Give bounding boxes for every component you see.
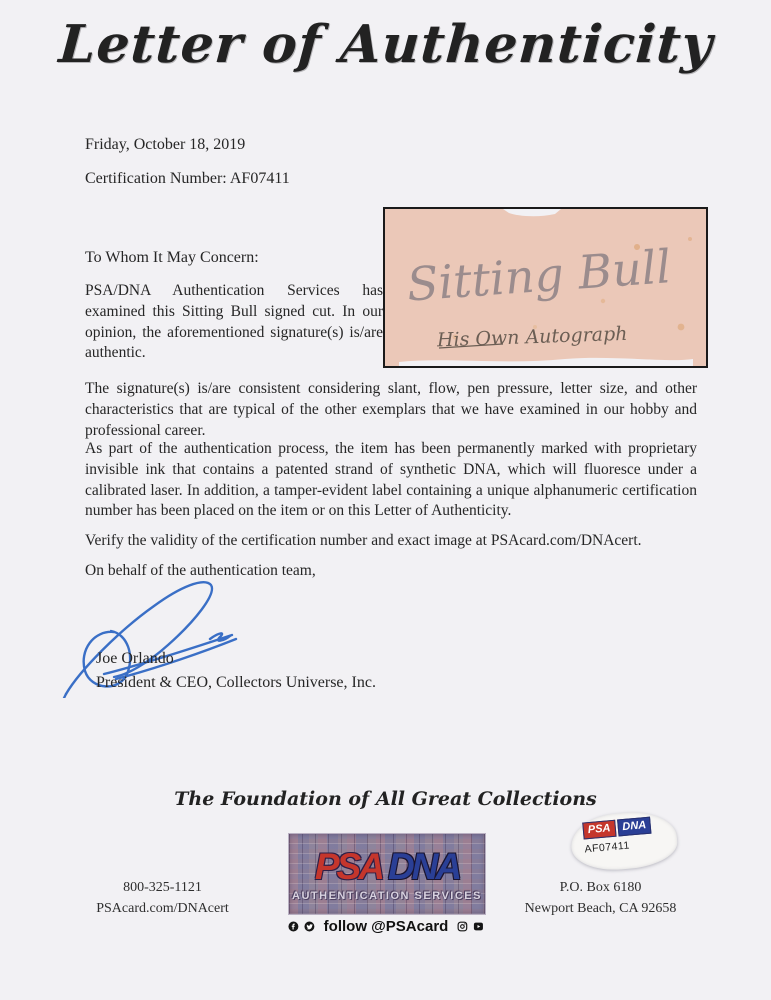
sticker-cert-number: AF07411	[584, 839, 631, 856]
paragraph-consistency: The signature(s) is/are consistent considering slant, flow, pen pressure, letter size, and other characteristics that are typical of the other exemplars that we have examined in our hobby and professional career.	[85, 380, 697, 439]
autograph-annotation-text: His Own Autograph	[436, 322, 628, 352]
social-media-row	[288, 914, 484, 938]
follow-handle-text: follow @PSAcard	[323, 917, 449, 935]
city-state-zip: Newport Beach, CA 92658	[524, 901, 677, 916]
sticker-psa-logo: PSA	[582, 820, 616, 840]
instagram-icon	[457, 916, 468, 937]
contact-phone-block	[70, 877, 255, 919]
youtube-icon	[473, 916, 484, 937]
twitter-icon	[304, 916, 315, 937]
facebook-icon	[288, 916, 299, 937]
psa-wordmark: PSA	[314, 846, 382, 887]
signer-title: President & CEO, Collectors Universe, Inc.	[96, 674, 376, 691]
certification-number-line	[85, 170, 290, 188]
page-title: Letter of Authenticity	[56, 14, 715, 75]
salutation: To Whom It May Concern:	[85, 249, 259, 266]
paragraph-on-behalf: On behalf of the authentication team,	[85, 562, 316, 579]
dna-wordmark: DNA	[387, 846, 460, 887]
foundation-tagline: The Foundation of All Great Collections	[174, 788, 597, 810]
paragraph-dna-marking: As part of the authentication process, the item has been permanently marked with proprietary invisible ink that contains a patented strand of synthetic DNA, which will fluoresce under a calibrated laser. In addition, a tamper-evident label containing a unique alphanumeric certification number has been placed on the item or on this Letter of Authenticity.	[85, 440, 697, 520]
signed-cut-artwork	[385, 209, 706, 366]
sitting-bull-signature-text: Sitting Bull	[405, 239, 673, 312]
certification-number-value: AF07411	[229, 170, 290, 187]
po-box: P.O. Box 6180	[559, 880, 642, 895]
cert-sticker	[569, 808, 679, 873]
paragraph-verify: Verify the validity of the certification number and exact image at PSAcard.com/DNAcert.	[85, 532, 642, 549]
signer-name: Joe Orlando	[96, 650, 174, 667]
authentication-services-label: AUTHENTICATION SERVICES	[292, 890, 482, 902]
phone-number: 800-325-1121	[123, 880, 202, 895]
signed-cut-image	[383, 207, 708, 368]
sticker-dna-logo: DNA	[617, 817, 652, 837]
contact-address-block	[503, 877, 698, 919]
verification-website: PSAcard.com/DNAcert	[96, 901, 229, 916]
psa-dna-wordmark	[315, 848, 459, 885]
certification-number-label: Certification Number:	[85, 170, 227, 187]
letter-date: Friday, October 18, 2019	[85, 136, 246, 153]
psa-dna-hologram-logo	[288, 833, 486, 915]
paragraph-opinion: PSA/DNA Authentication Services has examined this Sitting Bull signed cut. In our opinion, the aforementioned signature(s) is/are authentic.	[85, 282, 383, 362]
